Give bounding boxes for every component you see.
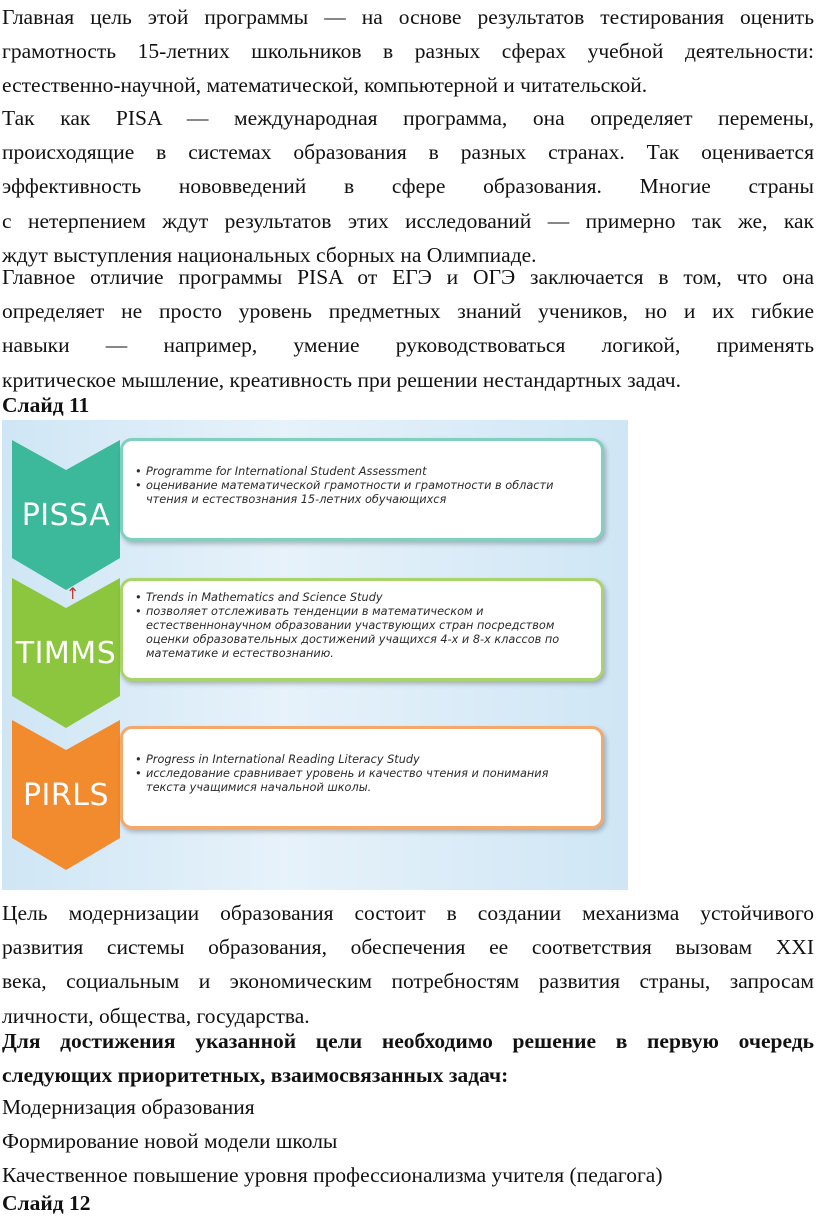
bullet: • позволяет отслеживать тенденции в математическом и естественнонаучном образовании участвующих стран посредством оценки образовательных достижений учащихся 4-х и 8-х классов по математике и естествознанию. (135, 605, 591, 661)
paragraph-pisa-goal (2, 0, 814, 103)
label-pirls: PIRLS (22, 777, 110, 813)
bullet: • Trends in Mathematics and Science Study (135, 591, 591, 605)
box-pissa (120, 438, 604, 541)
task-item: Качественное повышение уровня профессионализма учителя (педагога) (2, 1163, 663, 1188)
paragraph-pisa-difference (2, 260, 814, 397)
label-pissa: PISSA (21, 497, 111, 533)
text-line: навыки — например, умение руководствоваться логикой, применять (2, 333, 814, 358)
slide-11-heading: Слайд 11 (2, 393, 90, 417)
label-timms: TIMMS (15, 635, 117, 671)
chevron-pissa (12, 440, 120, 590)
task-item: Модернизация образования (2, 1095, 255, 1119)
text-line: определяет не просто уровень предметных знаний учеников, но и их гибкие (2, 299, 814, 324)
task-item: Формирование новой модели школы (2, 1129, 338, 1154)
bullet: • оценивание математической грамотности и грамотности в области чтения и естествознания 15-летних обучающихся (135, 479, 591, 507)
text-line: следующих приоритетных, взаимосвязанных задач: (2, 1063, 509, 1088)
text-line: эффективность нововведений в сфере образования. Многие страны (2, 174, 814, 199)
bullet: • исследование сравнивает уровень и качество чтения и понимания текста учащимися начальной школы. (135, 767, 591, 795)
text-line: развития системы образования, обеспечения ее соответствия вызовам XXI (2, 935, 814, 960)
bullet: • Progress in International Reading Literacy Study (135, 753, 591, 767)
text-line: происходящие в системах образования в разных странах. Так оценивается (2, 140, 814, 165)
paragraph-modernization-goal (2, 896, 814, 1033)
text-line: Цель модернизации образования состоит в создании механизма устойчивого (2, 901, 814, 925)
box-pirls (120, 726, 604, 829)
text-line: с нетерпением ждут результатов этих исследований — примерно так же, как (2, 208, 814, 233)
arrow-mark-icon: ↑ (66, 584, 80, 603)
text-line: критическое мышление, креативность при решении нестандартных задач. (2, 367, 681, 392)
text-line: личности, общества, государства. (2, 1003, 310, 1028)
text-line: грамотность 15-летних школьников в разных сферах учебной деятельности: (2, 39, 814, 64)
slide-12-heading: Слайд 12 (2, 1191, 91, 1215)
paragraph-pisa-international (2, 101, 814, 272)
chevron-timms (12, 578, 120, 728)
slide-11-image (2, 420, 628, 890)
text-line: Главное отличие программы PISA от ЕГЭ и ОГЭ заключается в том, что она (2, 265, 814, 289)
text-line: века, социальным и экономическим потребностям развития страны, запросам (2, 969, 814, 994)
text-line: Главная цель этой программы — на основе результатов тестирования оценить (2, 5, 814, 29)
text-line: ждут выступления национальных сборных на Олимпиаде. (2, 242, 537, 267)
box-timms (120, 578, 604, 681)
text-line: Так как PISA — международная программа, она определяет перемены, (2, 106, 814, 130)
paragraph-priority-tasks (2, 1024, 814, 1092)
bullet: • Programme for International Student Assessment (135, 465, 591, 479)
text-line: Для достижения указанной цели необходимо решение в первую очередь (2, 1029, 814, 1053)
text-line: естественно-научной, математической, компьютерной и читательской. (2, 73, 648, 98)
task-list (2, 1090, 814, 1193)
chevron-pirls (12, 720, 120, 870)
